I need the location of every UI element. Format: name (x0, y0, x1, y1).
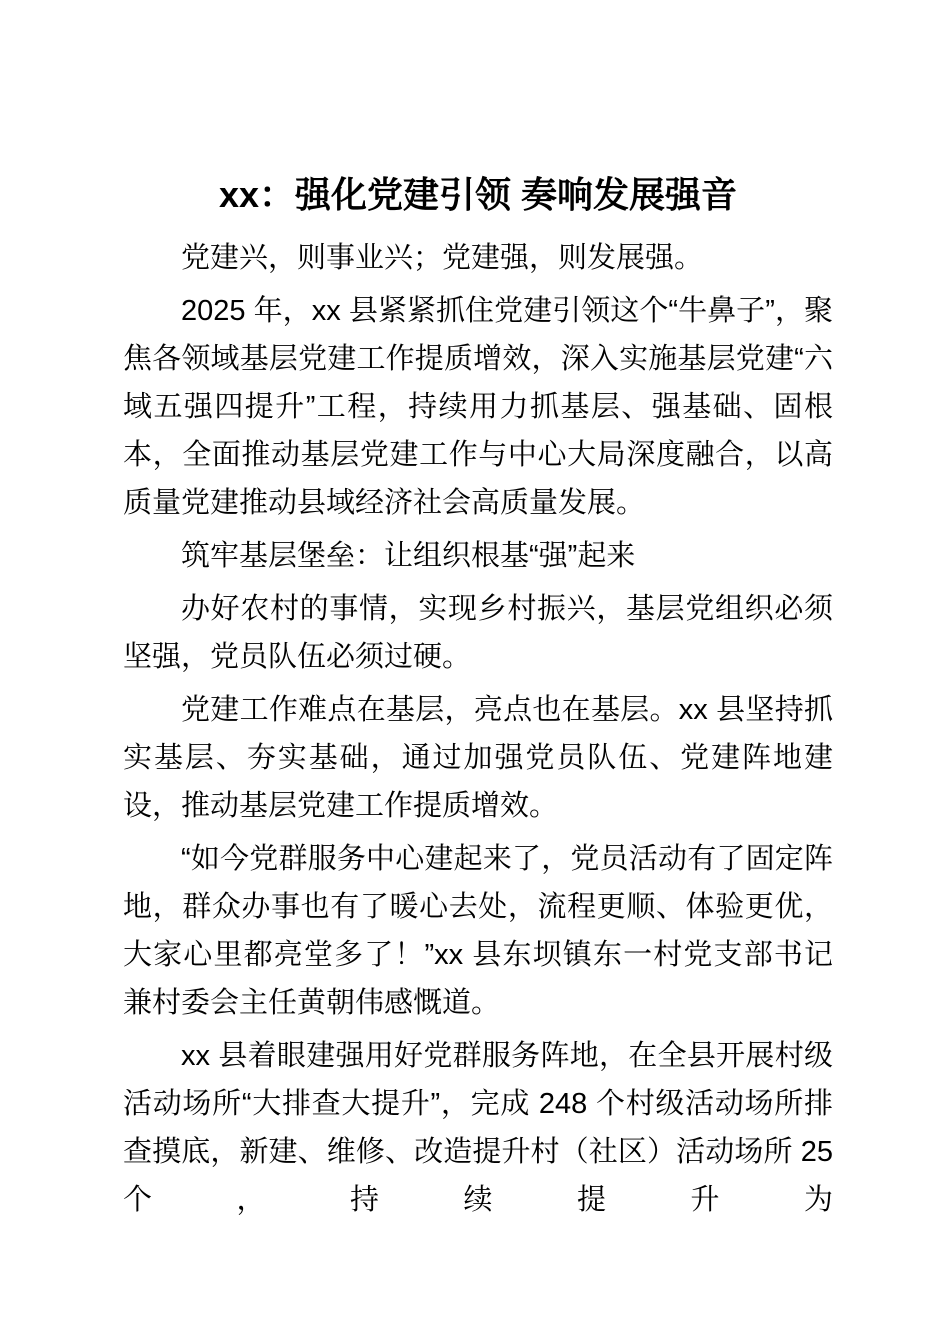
paragraph-grassroots: 党建工作难点在基层，亮点也在基层。xx 县坚持抓实基层、夯实基础，通过加强党员队伍、党建阵地建设，推动基层党建工作提质增效。 (123, 694, 833, 822)
paragraph-service-sites: xx 县着眼建强用好党群服务阵地，在全县开展村级活动场所“大排查大提升”，完成 248 个村级活动场所排查摸底，新建、维修、改造提升村（社区）活动场所 25 个，持续提升为 (123, 1040, 833, 1216)
paragraph-quote: “如今党群服务中心建起来了，党员活动有了固定阵地，群众办事也有了暖心去处，流程更顺、体验更优，大家心里都亮堂多了！”xx 县东坝镇东一村党支部书记兼村委会主任黄朝伟感慨道。 (123, 843, 833, 1019)
section-subheading: 筑牢基层堡垒：让组织根基“强”起来 (181, 540, 636, 572)
paragraph-overview: 2025 年，xx 县紧紧抓住党建引领这个“牛鼻子”，聚焦各领域基层党建工作提质增效，深入实施基层党建“六域五强四提升”工程，持续用力抓基层、强基础、固根本，全面推动基层党建工作与中心大局深度融合，以高质量党建推动县域经济社会高质量发展。 (123, 295, 833, 519)
paragraph-intro: 党建兴，则事业兴；党建强，则发展强。 (181, 242, 704, 274)
paragraph-rural: 办好农村的事情，实现乡村振兴，基层党组织必须坚强，党员队伍必须过硬。 (123, 593, 833, 673)
document-title: xx：强化党建引领 奏响发展强音 (218, 174, 738, 215)
